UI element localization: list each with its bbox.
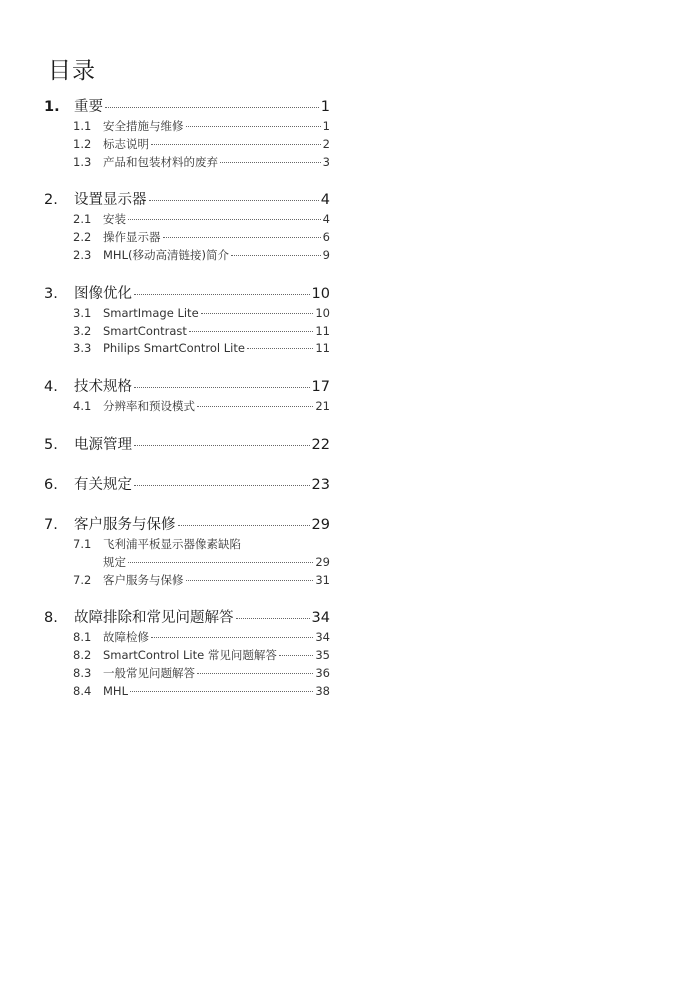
toc-entry-3-1[interactable]: [44, 305, 330, 323]
chapter-title: 客户服务与保修: [74, 516, 176, 533]
section-title: Philips SmartControl Lite: [103, 341, 245, 356]
dot-leader: [189, 331, 313, 332]
dot-leader: [163, 237, 321, 238]
section-title: 故障检修: [103, 630, 149, 645]
toc-chapter-2: [44, 189, 330, 264]
toc-entry-7-2[interactable]: [44, 572, 330, 590]
section-title: SmartImage Lite: [103, 305, 199, 320]
chapter-number: 8.: [44, 610, 58, 627]
page-number: 34: [315, 630, 330, 645]
dot-leader: [197, 406, 313, 407]
toc-entry-8-2[interactable]: [44, 647, 330, 665]
chapter-title: 故障排除和常见问题解答: [74, 610, 234, 627]
section-number: 8.1: [73, 630, 92, 645]
section-title: 客户服务与保修: [103, 572, 184, 587]
toc-entry-1-1[interactable]: [44, 118, 330, 136]
chapter-title: 有关规定: [74, 476, 132, 493]
section-title: 安全措施与维修: [103, 119, 184, 133]
toc-chapter-5: [44, 434, 330, 456]
section-title: 一般常见问题解答: [103, 665, 195, 680]
chapter-number: 6.: [44, 476, 58, 493]
chapter-number: 1.: [44, 99, 60, 115]
chapter-number: 2.: [44, 192, 58, 209]
toc-entry-8-4[interactable]: [44, 683, 330, 701]
toc-entry-3-2[interactable]: [44, 323, 330, 341]
page-number: 29: [315, 554, 330, 569]
page-number: 2: [322, 136, 330, 151]
section-number: 7.2: [73, 572, 92, 587]
page-title: 目录: [48, 58, 96, 84]
page-number: 22: [311, 436, 330, 453]
section-title: 安装: [103, 212, 126, 227]
page-number: 38: [315, 683, 330, 698]
section-title: 标志说明: [103, 136, 149, 151]
dot-leader: [247, 348, 313, 349]
section-number: 7.1: [73, 536, 92, 551]
section-number: 1.1: [73, 119, 92, 133]
section-title: 分辨率和预设模式: [103, 399, 195, 414]
section-title: SmartControl Lite 常见问题解答: [103, 648, 277, 663]
dot-leader: [236, 618, 310, 619]
section-number: 8.2: [73, 648, 92, 663]
section-title: 产品和包装材料的废弃: [103, 154, 218, 169]
page-number: 6: [322, 230, 330, 245]
section-number: 3.3: [73, 341, 92, 356]
section-number: 2.1: [73, 212, 92, 227]
dot-leader: [128, 562, 313, 563]
chapter-title: 图像优化: [74, 285, 132, 302]
section-number: 2.3: [73, 247, 92, 262]
toc-entry-1-3[interactable]: [44, 154, 330, 172]
toc-chapter-6: [44, 474, 330, 496]
chapter-title: 电源管理: [74, 436, 132, 453]
toc-entry-2-2[interactable]: [44, 229, 330, 247]
section-number: 8.3: [73, 665, 92, 680]
toc-entry-7-1-continued[interactable]: [44, 554, 330, 572]
dot-leader: [134, 294, 310, 295]
section-title: 操作显示器: [103, 230, 161, 245]
page-number: 10: [315, 305, 330, 320]
toc-entry-1[interactable]: [44, 96, 330, 118]
toc-entry-3[interactable]: [44, 283, 330, 305]
dot-leader: [149, 200, 319, 201]
page-number: 1: [320, 99, 330, 115]
toc-entry-8[interactable]: [44, 607, 330, 629]
dot-leader: [134, 485, 310, 486]
page-number: 4: [320, 192, 330, 209]
toc-chapter-7: [44, 514, 330, 589]
page-number: 23: [311, 476, 330, 493]
chapter-title: 重要: [74, 99, 103, 115]
dot-leader: [151, 637, 313, 638]
page-number: 35: [315, 648, 330, 663]
page-number: 11: [315, 341, 330, 356]
toc-entry-1-2[interactable]: [44, 136, 330, 154]
toc-entry-7-1[interactable]: [44, 536, 330, 554]
dot-leader: [134, 387, 310, 388]
dot-leader: [201, 313, 314, 314]
dot-leader: [151, 144, 321, 145]
chapter-title: 设置显示器: [74, 192, 147, 209]
section-number: 1.2: [73, 136, 92, 151]
dot-leader: [134, 445, 310, 446]
section-title: MHL(移动高清链接)简介: [103, 247, 229, 262]
section-number: 2.2: [73, 230, 92, 245]
toc-chapter-4: [44, 376, 330, 416]
toc-entry-2[interactable]: [44, 189, 330, 211]
section-number: 4.1: [73, 399, 92, 414]
toc-entry-3-3[interactable]: [44, 340, 330, 358]
section-title: SmartContrast: [103, 323, 187, 338]
section-number: 3.1: [73, 305, 92, 320]
toc-entry-6[interactable]: [44, 474, 330, 496]
chapter-title: 技术规格: [74, 379, 132, 396]
toc-entry-4-1[interactable]: [44, 398, 330, 416]
page-number: 3: [322, 154, 330, 169]
dot-leader: [105, 107, 319, 108]
chapter-number: 3.: [44, 285, 58, 302]
toc-entry-8-1[interactable]: [44, 629, 330, 647]
section-title: MHL: [103, 683, 128, 698]
chapter-number: 7.: [44, 516, 58, 533]
toc-chapter-3: [44, 283, 330, 358]
dot-leader: [130, 691, 313, 692]
toc-entry-2-3[interactable]: [44, 247, 330, 265]
dot-leader: [279, 655, 314, 656]
section-number: 3.2: [73, 323, 92, 338]
page-number: 31: [315, 572, 330, 587]
dot-leader: [231, 255, 321, 256]
dot-leader: [197, 673, 313, 674]
page-number: 10: [311, 285, 330, 302]
chapter-number: 5.: [44, 436, 58, 453]
toc-entry-8-3[interactable]: [44, 665, 330, 683]
page-number: 1: [322, 119, 330, 133]
toc-entry-5[interactable]: [44, 434, 330, 456]
section-number: 8.4: [73, 683, 92, 698]
section-title: 飞利浦平板显示器像素缺陷: [103, 536, 241, 551]
chapter-number: 4.: [44, 379, 58, 396]
toc-entry-7[interactable]: [44, 514, 330, 536]
toc-chapter-1: [44, 96, 330, 171]
page-number: 29: [311, 516, 330, 533]
page-number: 17: [311, 379, 330, 396]
toc-entry-4[interactable]: [44, 376, 330, 398]
toc-entry-2-1[interactable]: [44, 211, 330, 229]
page-number: 4: [322, 212, 330, 227]
page-number: 9: [322, 247, 330, 262]
dot-leader: [186, 126, 321, 127]
dot-leader: [186, 580, 314, 581]
page-number: 36: [315, 665, 330, 680]
dot-leader: [178, 525, 310, 526]
section-title-continued: 规定: [103, 554, 126, 569]
dot-leader: [220, 162, 321, 163]
page-number: 11: [315, 323, 330, 338]
table-of-contents: [44, 96, 330, 719]
toc-chapter-8: [44, 607, 330, 700]
section-number: 1.3: [73, 154, 92, 169]
page-number: 34: [311, 610, 330, 627]
page-number: 21: [315, 399, 330, 414]
dot-leader: [128, 219, 321, 220]
